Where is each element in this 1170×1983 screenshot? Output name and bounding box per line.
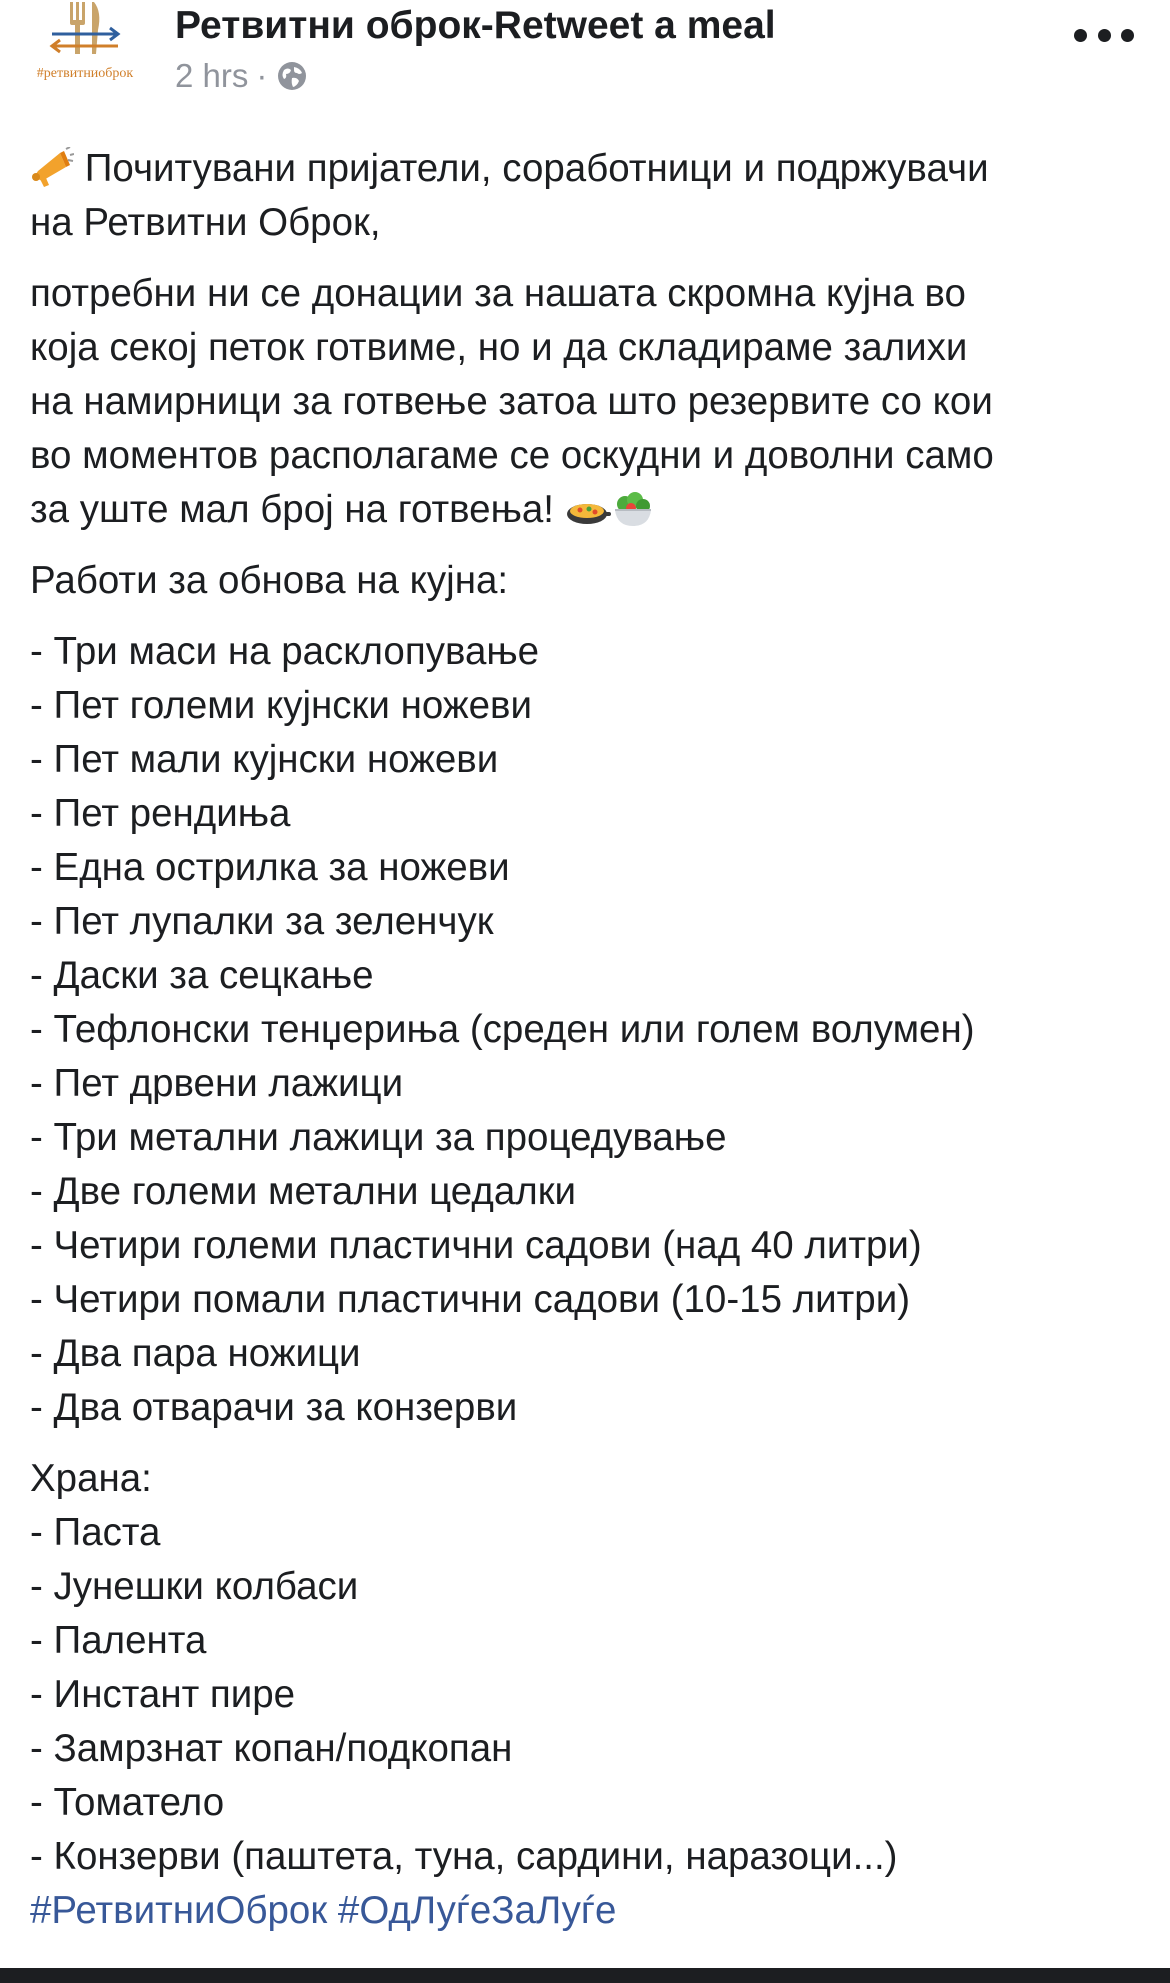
page-name-link[interactable]: Ретвитни оброк-Retweet a meal — [175, 4, 776, 47]
bottom-edge-bar — [0, 1968, 1170, 1983]
list-item: - Тефлонски тенџериња (среден или голем волумен) — [30, 1008, 975, 1051]
intro-line-2: на Ретвитни Оброк, — [30, 201, 381, 244]
list-item: - Четири помали пластични садови (10-15 литри) — [30, 1278, 911, 1321]
list-item: - Две големи метални цедалки — [30, 1170, 577, 1213]
list-item: - Пет рендиња — [30, 792, 291, 835]
more-dots-icon — [1074, 29, 1087, 42]
list-item: - Четири големи пластични садови (над 40 литри) — [30, 1224, 922, 1267]
post-header — [0, 0, 1170, 115]
salad-bowl-icon — [611, 490, 655, 530]
body-line-1: потребни ни се донации за нашата скромна кујна во — [30, 272, 966, 315]
list-item: - Пет мали кујнски ножеви — [30, 738, 499, 781]
kitchen-items-list — [30, 625, 1150, 1435]
avatar[interactable] — [24, 0, 146, 92]
list-item: - Конзерви (паштета, туна, сардини, наразоци...) — [30, 1835, 898, 1878]
post-timestamp[interactable]: 2 hrs — [175, 57, 249, 94]
avatar-hashtag-text: #ретвитниоброк — [36, 66, 134, 81]
meta-separator: · — [256, 57, 268, 94]
body-line-5: за уште мал број на готвења! — [30, 488, 554, 531]
list-item: - Паста — [30, 1511, 161, 1554]
list-item: - Два пара ножици — [30, 1332, 361, 1375]
hashtags-line — [30, 1884, 1150, 1938]
list-item: - Даски за сецкање — [30, 954, 374, 997]
post-meta — [175, 56, 307, 96]
list-item: - Пет дрвени лажици — [30, 1062, 404, 1105]
list-item: - Една острилка за ножеви — [30, 846, 510, 889]
megaphone-icon — [30, 147, 74, 189]
post-paragraph — [30, 267, 1150, 537]
food-heading: Храна: — [30, 1457, 152, 1500]
hashtag-link[interactable]: #ОдЛуѓеЗаЛуѓе — [337, 1889, 617, 1932]
post-body — [30, 142, 1150, 1938]
list-item: - Томатело — [30, 1781, 225, 1824]
list-item: - Три маси на расклопување — [30, 630, 540, 673]
post-intro — [30, 142, 1150, 250]
list-item: - Замрзнат копан/подкопан — [30, 1727, 513, 1770]
list-item: - Инстант пире — [30, 1673, 296, 1716]
list-item: - Пет големи кујнски ножеви — [30, 684, 532, 727]
kitchen-heading: Работи за обнова на кујна: — [30, 559, 509, 602]
hashtag-link[interactable]: #РетвитниОброк — [30, 1889, 328, 1932]
globe-icon[interactable] — [277, 61, 307, 91]
list-item: - Два отварачи за конзерви — [30, 1386, 518, 1429]
list-item: - Пет лупалки за зеленчук — [30, 900, 494, 943]
body-line-4: во моментов располагаме се оскудни и доволни само — [30, 434, 994, 477]
list-item: - Три метални лажици за процедување — [30, 1116, 727, 1159]
more-options-button[interactable] — [1074, 20, 1134, 50]
body-line-2: која секој петок готвиме, но и да складираме залихи — [30, 326, 968, 369]
paella-pan-icon — [565, 492, 611, 530]
list-item: - Јунешки колбаси — [30, 1565, 359, 1608]
food-list — [30, 1452, 1150, 1884]
intro-line-1: Почитувани пријатели, соработници и подржувачи — [84, 147, 989, 190]
body-line-3: на намирници за готвење затоа што резервите со кои — [30, 380, 993, 423]
list-item: - Палента — [30, 1619, 207, 1662]
